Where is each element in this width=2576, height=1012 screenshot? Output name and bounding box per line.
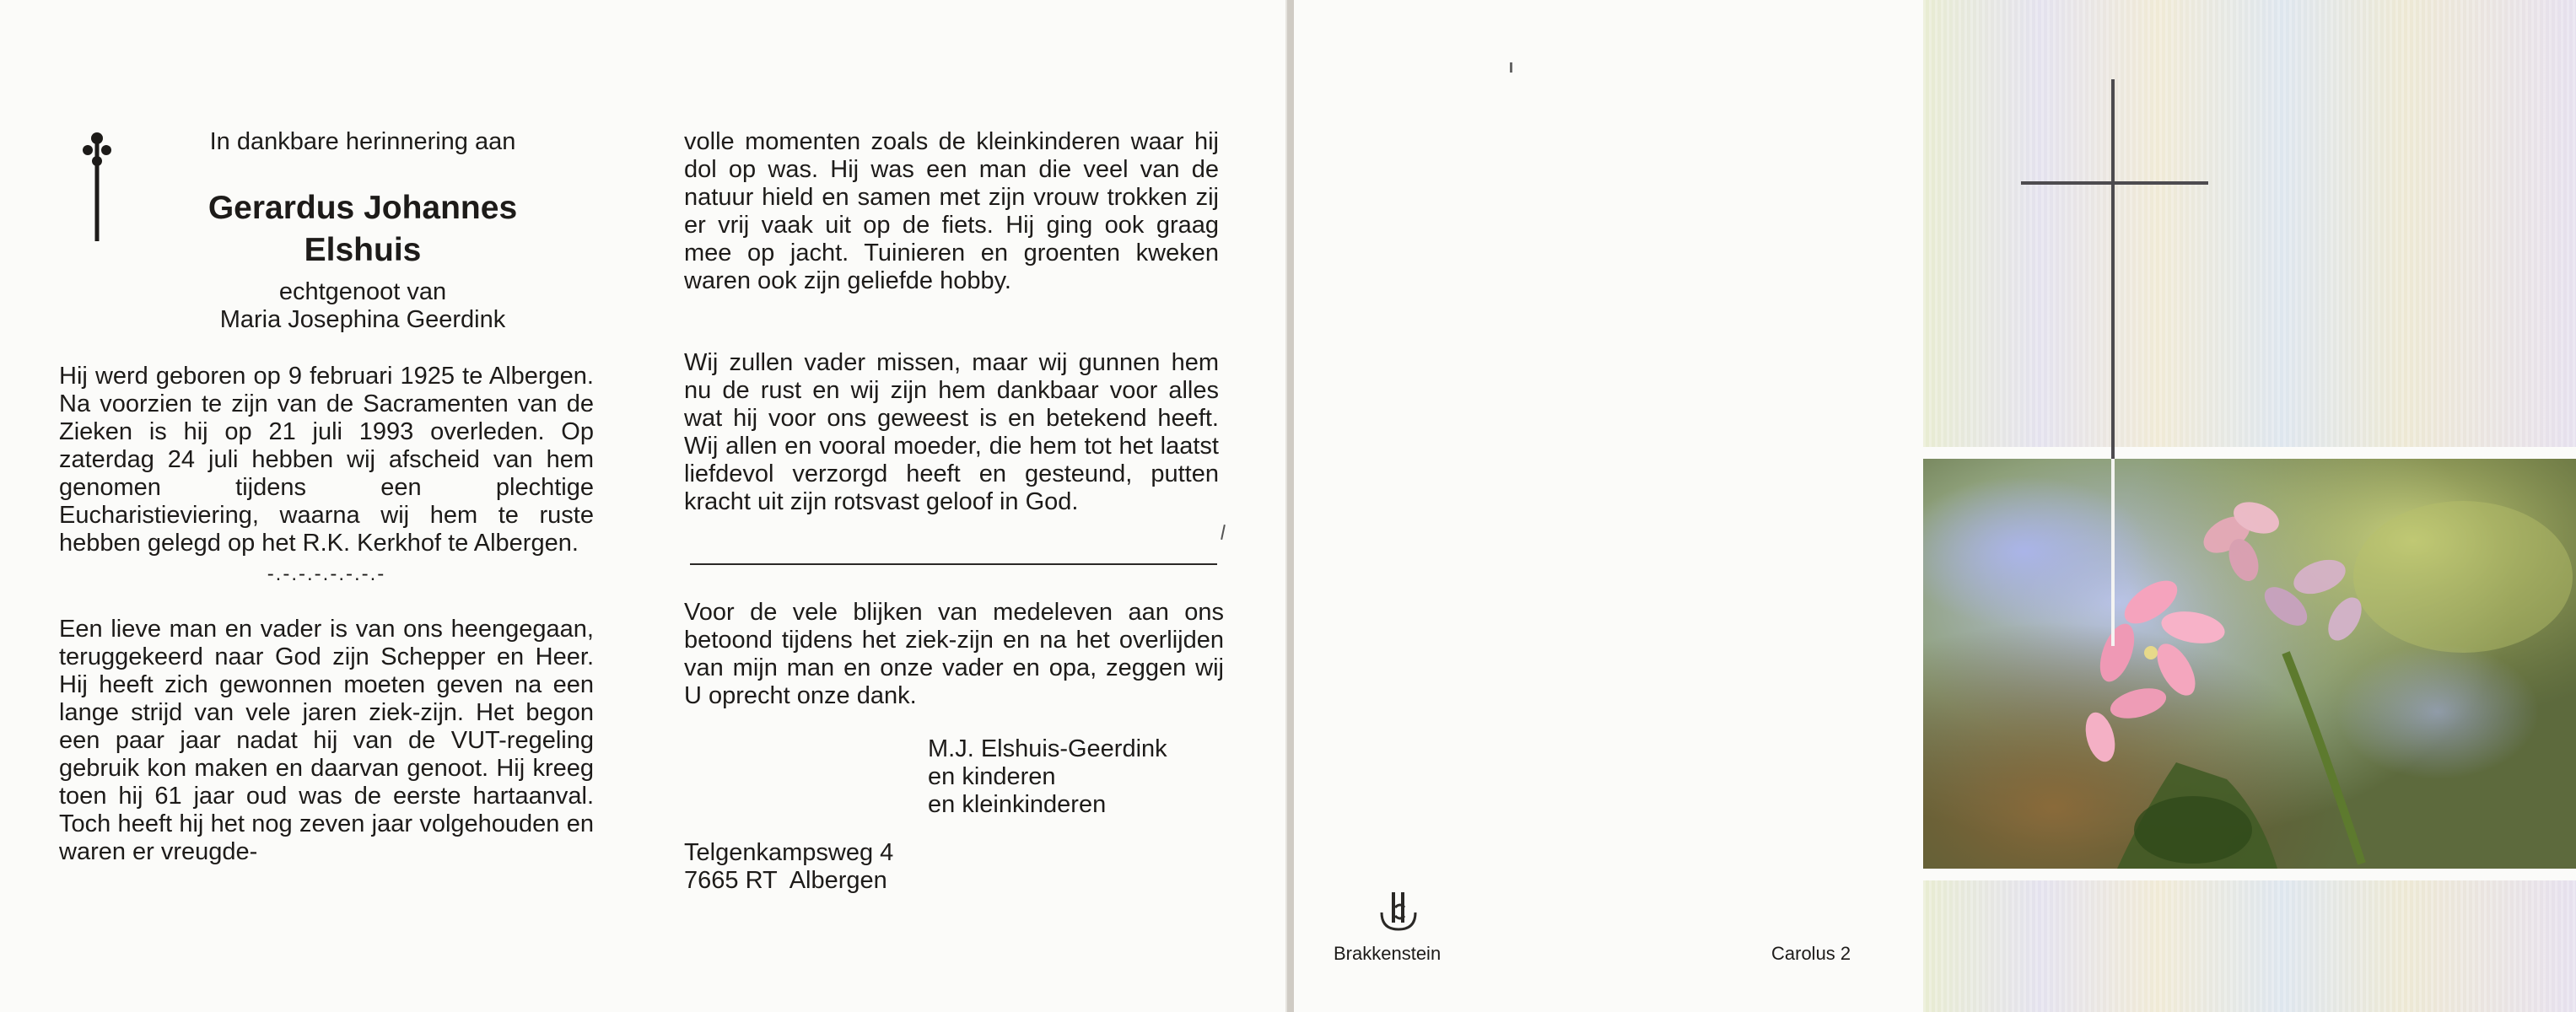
- address-block: [684, 839, 1021, 895]
- card-inner-page: [0, 0, 1287, 1012]
- divider-line: [690, 563, 1217, 565]
- address-street: Telgenkampsweg 4: [684, 839, 894, 866]
- intro-text: In dankbare herinnering aan: [209, 128, 516, 155]
- cover-image: [1923, 0, 2576, 1012]
- spouse-name: Maria Josephina Geerdink: [219, 306, 506, 333]
- spouse-label: echtgenoot van: [278, 278, 447, 305]
- deceased-name: [152, 187, 574, 272]
- memorial-paragraph: Een lieve man en vader is van ons heengegaan, teruggekeerd naar God zijn Schepper en Heer. Hij heeft zich gewonnen moeten geven na een lange strijd van vele jaren ziek-zijn. Het begon een paar jaar nadat hij van de VUT-regeling gebruik kon maken en daarvan genoot. Hij kreeg toen hij 61 jaar oud was de eerste hartaanval. Toch heeft hij het nog zeven jaar volgehouden en waren er vreugde-: [59, 616, 594, 865]
- memorial-paragraph-continued: volle momenten zoals de kleinkinderen waar hij dol op was. Hij was een man die veel van de natuur hield en samen met zijn vrouw trokken zij er vrij vaak uit op de fiets. Hij ging ook graag mee op jacht. Tuinieren en groenten kweken waren ook zijn geliefde hobby.: [684, 128, 1219, 294]
- farewell-paragraph: Wij zullen vader missen, maar wij gunnen hem nu de rust en wij zijn hem dankbaar voor alles wat hij voor ons geweest is en betekend heeft. Wij allen en vooral moeder, die hem tot het laatst liefdevol verzorgd heeft en gesteund, putten kracht uit zijn rotsvast geloof in God.: [684, 349, 1219, 515]
- publisher-logo-icon: [1375, 887, 1422, 934]
- thanks-paragraph: Voor de vele blijken van medeleven aan ons betoond tijdens het ziek-zijn en na het overlijden van mijn man en onze vader en opa, zeggen wij U oprecht onze dank.: [684, 599, 1224, 709]
- flower-photo: [1923, 459, 2576, 869]
- biography-paragraph: Hij werd geboren op 9 februari 1925 te Albergen. Na voorzien te zijn van de Sacramenten van de Zieken is hij op 21 juli 1993 overleden. Op zaterdag 24 juli hebben wij afscheid van hem genomen tijdens een plechtige Eucharistieviering, waarna wij hem te ruste hebben gelegd op het R.K. Kerkhof te Albergen.: [59, 363, 594, 557]
- white-band: [1923, 869, 2576, 880]
- print-speck: [1510, 62, 1512, 73]
- name-line-1: Gerardus Johannes: [207, 190, 518, 226]
- name-line-2: Elshuis: [304, 232, 422, 268]
- cross-icon: [74, 130, 120, 243]
- pastel-texture-bottom: [1923, 880, 2576, 1012]
- large-cross-horizontal: [2021, 181, 2208, 185]
- signature-block: [928, 735, 1265, 819]
- pastel-texture-top: [1923, 0, 2576, 447]
- publisher-name: Brakkenstein: [1334, 943, 1442, 964]
- series-name: Carolus 2: [1771, 943, 1851, 964]
- page-fold: [1287, 0, 1294, 1012]
- large-cross-vertical: [2111, 79, 2115, 459]
- separator: -.-.-.-.-.-.-.-: [267, 563, 386, 585]
- signature-line: en kleinkinderen: [928, 791, 1107, 818]
- address-city: 7665 RT Albergen: [684, 867, 887, 894]
- signature-line: en kinderen: [928, 763, 1056, 790]
- signature-line: M.J. Elshuis-Geerdink: [928, 735, 1167, 762]
- print-speck: [1221, 525, 1226, 540]
- large-cross-lower: [2111, 459, 2115, 646]
- white-band: [1923, 447, 2576, 459]
